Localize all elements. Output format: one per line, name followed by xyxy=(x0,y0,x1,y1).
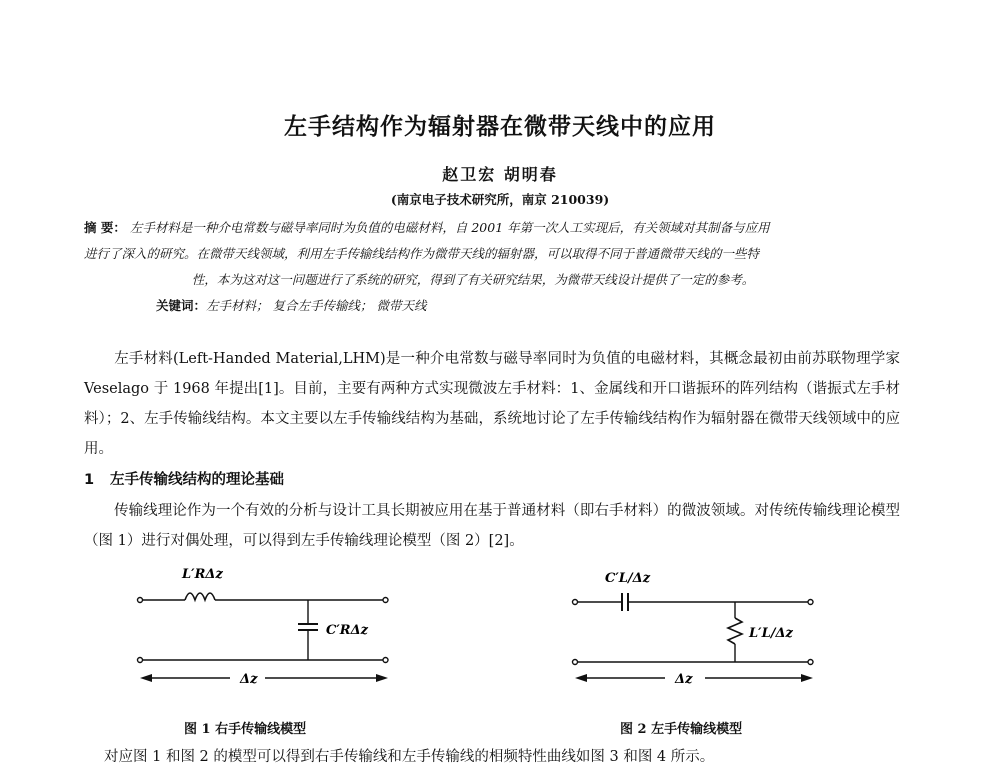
fig1-terminal-tr xyxy=(383,598,388,603)
paper-authors: 赵卫宏 胡明春 xyxy=(442,165,558,184)
fig1-inductor-label: L′RΔz xyxy=(182,567,223,582)
abstract-line-2: 进行了深入的研究。在微带天线领域，利用左手传输线结构作为微带天线的辐射器，可以取得不同于普通微带天线的一些特 xyxy=(84,246,760,261)
arrow-right-icon xyxy=(376,674,388,682)
keywords-text: 左手材料； 复合左手传输线； 微带天线 xyxy=(206,298,427,313)
section-heading xyxy=(84,468,284,489)
abstract-label: 摘 要： xyxy=(84,220,126,235)
fig1-terminal-bl xyxy=(138,658,143,663)
fig2-terminal-tl xyxy=(573,600,578,605)
figure-1-caption: 图 1 右手传输线模型 xyxy=(184,722,307,737)
abstract-line-3: 性，本为这对这一问题进行了系统的研究，得到了有关研究结果，为微带天线设计提供了一定的参考。 xyxy=(191,272,755,287)
section-paragraph-text: 传输线理论作为一个有效的分析与设计工具长期被应用在基于普通材料（即右手材料）的微波领域。对传统传输线理论模型（图 1）进行对偶处理，可以得到左手传输线理论模型（图 2）[2]。 xyxy=(84,503,900,549)
fig1-terminal-tl xyxy=(138,598,143,603)
figure-2-caption: 图 2 左手传输线模型 xyxy=(620,722,743,737)
fig2-terminal-bl xyxy=(573,660,578,665)
keywords xyxy=(156,296,426,314)
fig2-dz-label: Δz xyxy=(675,672,693,687)
figure-1-circuit xyxy=(130,560,400,695)
paper-title: 左手结构作为辐射器在微带天线中的应用 xyxy=(284,114,716,140)
inductor-icon xyxy=(728,618,742,644)
figure-2-circuit xyxy=(565,560,825,695)
inductor-icon xyxy=(185,593,215,600)
paper-affiliation: (南京电子技术研究所，南京 210039) xyxy=(390,192,610,207)
section-number: 1 xyxy=(84,472,95,488)
arrow-right-icon xyxy=(801,674,813,682)
intro-paragraph xyxy=(84,344,900,464)
following-paragraph: 对应图 1 和图 2 的模型可以得到右手传输线和左手传输线的相频特性曲线如图 3 和图 4 所示。 xyxy=(104,749,715,765)
keywords-label: 关键词： xyxy=(156,298,207,313)
fig2-terminal-tr xyxy=(808,600,813,605)
fig1-capacitor-label: C′RΔz xyxy=(326,623,369,638)
fig2-inductor-label: L′L/Δz xyxy=(749,626,793,641)
arrow-left-icon xyxy=(140,674,152,682)
section-paragraph xyxy=(84,496,900,556)
fig1-terminal-br xyxy=(383,658,388,663)
abstract-line-1: 左手材料是一种介电常数与磁导率同时为负值的电磁材料，自 2001 年第一次人工实现后，有关领域对其制备与应用 xyxy=(129,220,770,235)
fig2-capacitor-label: C′L/Δz xyxy=(605,571,651,586)
arrow-left-icon xyxy=(575,674,587,682)
fig2-terminal-br xyxy=(808,660,813,665)
section-title: 左手传输线结构的理论基础 xyxy=(110,472,284,488)
fig1-dz-label: Δz xyxy=(240,672,258,687)
intro-text: 左手材料(Left-Handed Material,LHM)是一种介电常数与磁导率同时为负值的电磁材料，其概念最初由前苏联物理学家 Veselago 于 1968 年提出[1]。目前，主要有两种方式实现微波左手材料：1、金属线和开口谐振环的阵列结构（谐振式左手材料）；2、左手传输线结构。本文主要以左手传输线结构为基础，系统地讨论了左手传输线结构作为辐射器在微带天线领域中的应用。 xyxy=(84,351,900,457)
abstract xyxy=(84,215,902,293)
